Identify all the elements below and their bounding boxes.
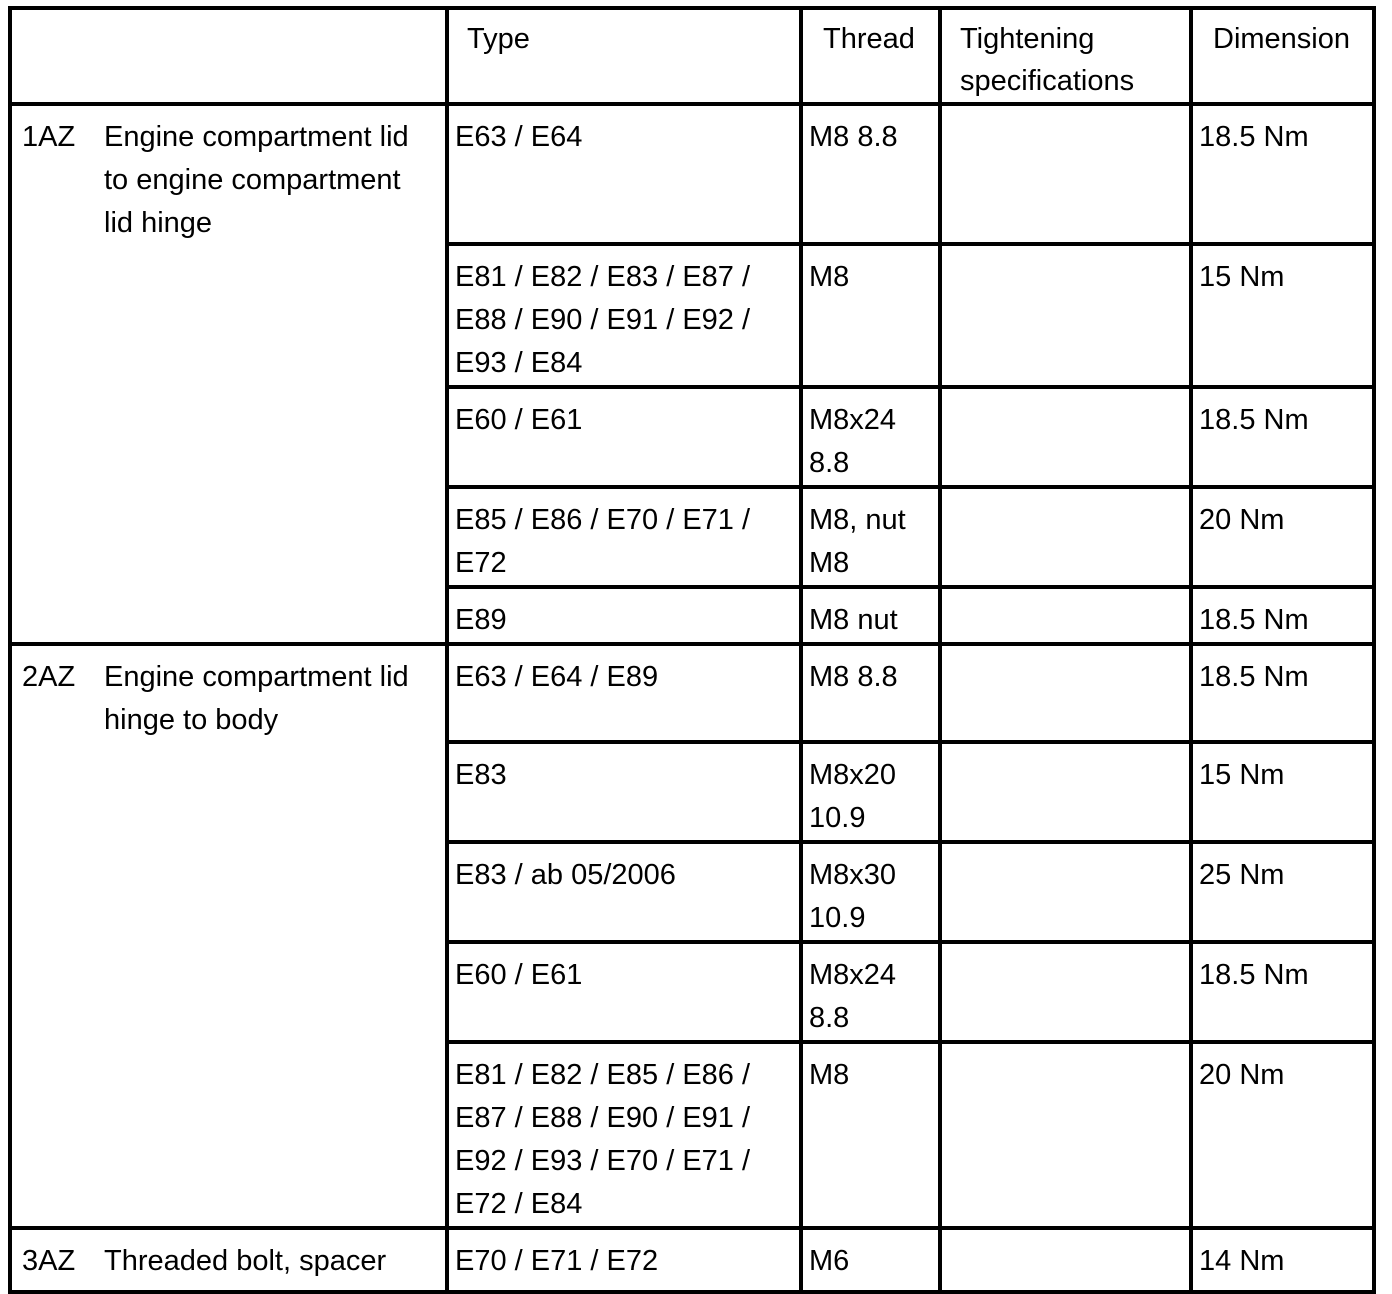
torque-spec-table xyxy=(8,6,1376,1294)
spec-cell xyxy=(940,644,1191,742)
spec-cell xyxy=(940,104,1191,244)
spec-cell xyxy=(940,387,1191,487)
dimension-cell: 18.5 Nm xyxy=(1191,644,1374,742)
header-spec-line1: Tightening xyxy=(960,23,1095,55)
dimension-cell: 20 Nm xyxy=(1191,487,1374,587)
header-tightening-specifications xyxy=(940,8,1191,104)
dimension-cell: 18.5 Nm xyxy=(1191,104,1374,244)
type-cell: E60 / E61 xyxy=(447,942,801,1042)
group-label-3az xyxy=(10,1228,447,1292)
thread-cell: M8x24 8.8 xyxy=(801,387,940,487)
group-code: 1AZ xyxy=(22,121,76,153)
spec-cell xyxy=(940,487,1191,587)
dimension-cell: 18.5 Nm xyxy=(1191,942,1374,1042)
type-cell: E85 / E86 / E70 / E71 / E72 xyxy=(447,487,801,587)
dimension-cell: 15 Nm xyxy=(1191,742,1374,842)
dimension-cell: 25 Nm xyxy=(1191,842,1374,942)
spec-cell xyxy=(940,942,1191,1042)
type-cell: E89 xyxy=(447,587,801,644)
group-description: Threaded bolt, spacer xyxy=(104,1245,387,1277)
header-blank-cell xyxy=(10,8,447,104)
thread-cell: M8, nut M8 xyxy=(801,487,940,587)
header-spec-line2: specifications xyxy=(960,65,1135,97)
thread-cell: M8 xyxy=(801,244,940,387)
spec-cell xyxy=(940,244,1191,387)
type-cell: E60 / E61 xyxy=(447,387,801,487)
thread-cell: M8 8.8 xyxy=(801,644,940,742)
spec-cell xyxy=(940,742,1191,842)
dimension-cell: 18.5 Nm xyxy=(1191,387,1374,487)
dimension-cell: 18.5 Nm xyxy=(1191,587,1374,644)
group-label-1az xyxy=(10,104,447,644)
dimension-cell: 15 Nm xyxy=(1191,244,1374,387)
group-code: 3AZ xyxy=(22,1245,76,1277)
group-code: 2AZ xyxy=(22,661,76,693)
type-cell: E70 / E71 / E72 xyxy=(447,1228,801,1292)
type-cell: E83 / ab 05/2006 xyxy=(447,842,801,942)
table-row xyxy=(10,1228,1374,1292)
thread-cell: M8x24 8.8 xyxy=(801,942,940,1042)
type-cell: E81 / E82 / E83 / E87 / E88 / E90 / E91 / E92 / E93 / E84 xyxy=(447,244,801,387)
dimension-cell: 14 Nm xyxy=(1191,1228,1374,1292)
type-cell: E81 / E82 / E85 / E86 / E87 / E88 / E90 / E91 / E92 / E93 / E70 / E71 / E72 / E84 xyxy=(447,1042,801,1228)
spec-cell xyxy=(940,842,1191,942)
header-type: Type xyxy=(447,8,801,104)
table-row xyxy=(10,104,1374,244)
thread-cell: M8x30 10.9 xyxy=(801,842,940,942)
spec-cell xyxy=(940,587,1191,644)
header-dimension: Dimension xyxy=(1191,8,1374,104)
group-description: Engine compartment lid hinge to body xyxy=(104,661,409,736)
spec-cell xyxy=(940,1228,1191,1292)
spec-cell xyxy=(940,1042,1191,1228)
table-row xyxy=(10,644,1374,742)
header-row xyxy=(10,8,1374,104)
thread-cell: M8 xyxy=(801,1042,940,1228)
type-cell: E63 / E64 xyxy=(447,104,801,244)
thread-cell: M8 nut xyxy=(801,587,940,644)
type-cell: E83 xyxy=(447,742,801,842)
header-thread: Thread xyxy=(801,8,940,104)
group-description: Engine compartment lid to engine compartment lid hinge xyxy=(104,121,409,239)
group-label-2az xyxy=(10,644,447,1228)
type-cell: E63 / E64 / E89 xyxy=(447,644,801,742)
dimension-cell: 20 Nm xyxy=(1191,1042,1374,1228)
thread-cell: M6 xyxy=(801,1228,940,1292)
thread-cell: M8 8.8 xyxy=(801,104,940,244)
thread-cell: M8x20 10.9 xyxy=(801,742,940,842)
